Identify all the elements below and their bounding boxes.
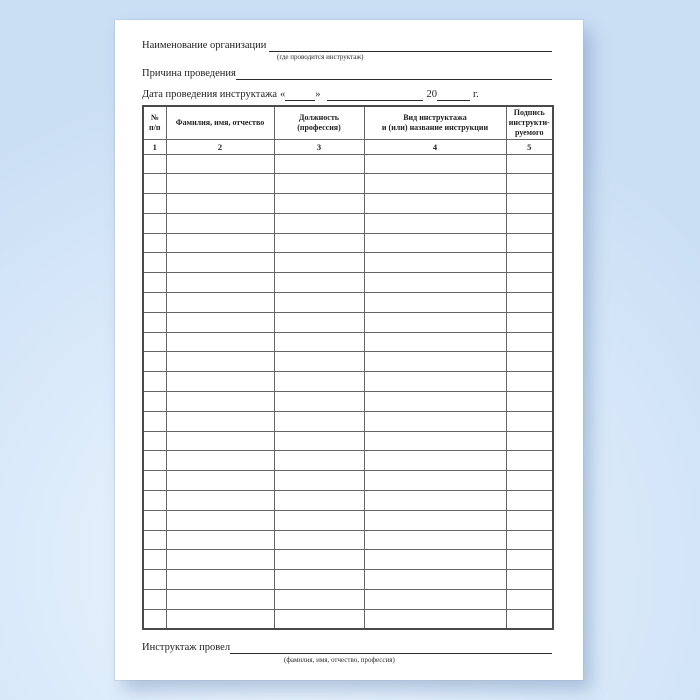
- header-col-instruction-type: [364, 106, 506, 139]
- column-number-cell: 3: [274, 139, 364, 154]
- header-col-number: [143, 106, 166, 139]
- table-cell: [166, 431, 274, 451]
- table-cell: [274, 332, 364, 352]
- table-cell: [274, 352, 364, 372]
- table-cell: [166, 411, 274, 431]
- table-cell: [143, 550, 166, 570]
- table-cell: [364, 510, 506, 530]
- table-cell: [364, 411, 506, 431]
- table-cell: [166, 530, 274, 550]
- table-cell: [506, 293, 553, 313]
- table-cell: [143, 332, 166, 352]
- date-month-blank: [327, 98, 423, 101]
- table-row: [143, 154, 553, 174]
- table-row: [143, 411, 553, 431]
- conducted-label: Инструктаж провел: [142, 642, 231, 654]
- table-cell: [274, 194, 364, 214]
- table-cell: [143, 491, 166, 511]
- table-cell: [364, 213, 506, 233]
- table-cell: [506, 530, 553, 550]
- table-cell: [364, 332, 506, 352]
- reason-label: Причина проведения: [142, 68, 236, 79]
- table-cell: [166, 451, 274, 471]
- header-line: и (или) название инструкции: [381, 122, 489, 132]
- header-col-position: [274, 106, 364, 139]
- column-number-cell: 1: [143, 139, 166, 154]
- table-cell: [274, 174, 364, 194]
- header-line: Вид инструктажа: [403, 113, 467, 123]
- table-row: [143, 372, 553, 392]
- table-cell: [274, 372, 364, 392]
- table-cell: [143, 372, 166, 392]
- table-cell: [506, 411, 553, 431]
- table-row: [143, 194, 553, 214]
- table-cell: [364, 570, 506, 590]
- table-row: [143, 392, 553, 412]
- table-cell: [506, 312, 553, 332]
- table-cell: [143, 213, 166, 233]
- table-cell: [143, 471, 166, 491]
- table-cell: [364, 530, 506, 550]
- table-cell: [143, 411, 166, 431]
- table-cell: [364, 154, 506, 174]
- date-close-quote: »: [315, 89, 321, 100]
- header-line: (профессия): [297, 122, 341, 132]
- table-cell: [364, 174, 506, 194]
- table-cell: [506, 213, 553, 233]
- table-cell: [274, 451, 364, 471]
- table-cell: [143, 570, 166, 590]
- table-cell: [166, 174, 274, 194]
- table-cell: [364, 194, 506, 214]
- table-body: [143, 154, 553, 629]
- reason-blank-line: [236, 77, 552, 80]
- table-cell: [143, 530, 166, 550]
- table-row: [143, 352, 553, 372]
- table-cell: [274, 609, 364, 629]
- table-row: [143, 174, 553, 194]
- header-line: п/п: [149, 122, 161, 132]
- table-cell: [506, 194, 553, 214]
- table-cell: [274, 213, 364, 233]
- table-cell: [143, 431, 166, 451]
- table-cell: [143, 273, 166, 293]
- header-col-fullname: [166, 106, 274, 139]
- date-day-blank: [285, 98, 315, 101]
- table-cell: [364, 491, 506, 511]
- table-row: [143, 332, 553, 352]
- table-row: [143, 253, 553, 273]
- table-cell: [364, 590, 506, 610]
- table-cell: [506, 550, 553, 570]
- table-cell: [274, 530, 364, 550]
- table-cell: [506, 431, 553, 451]
- table-cell: [166, 570, 274, 590]
- table-row: [143, 570, 553, 590]
- table-cell: [274, 392, 364, 412]
- table-cell: [166, 550, 274, 570]
- table-row: [143, 273, 553, 293]
- table-cell: [143, 451, 166, 471]
- conducted-hint: (фамилия, имя, отчество, профессия): [284, 656, 395, 665]
- header-line: Должность: [298, 113, 339, 123]
- table-header-row: [143, 106, 553, 139]
- date-year-blank: [437, 98, 470, 101]
- date-row: [142, 89, 552, 101]
- table-cell: [143, 352, 166, 372]
- table-cell: [274, 431, 364, 451]
- table-cell: [143, 194, 166, 214]
- table-cell: [506, 154, 553, 174]
- table-cell: [364, 609, 506, 629]
- column-numbers-row: [143, 139, 553, 154]
- table-cell: [166, 372, 274, 392]
- table-cell: [166, 273, 274, 293]
- table-row: [143, 471, 553, 491]
- table-cell: [364, 273, 506, 293]
- table-cell: [166, 392, 274, 412]
- table-cell: [274, 550, 364, 570]
- table-cell: [166, 194, 274, 214]
- table-cell: [166, 332, 274, 352]
- table-cell: [364, 372, 506, 392]
- table-cell: [274, 491, 364, 511]
- reason-row: [142, 67, 552, 80]
- table-row: [143, 590, 553, 610]
- table-cell: [143, 590, 166, 610]
- table-cell: [143, 154, 166, 174]
- table-cell: [506, 332, 553, 352]
- header-col-signature: [506, 106, 553, 139]
- table-row: [143, 491, 553, 511]
- header-line: Подпись: [513, 108, 545, 118]
- table-cell: [364, 451, 506, 471]
- table-cell: [274, 233, 364, 253]
- table-cell: [143, 392, 166, 412]
- table-cell: [166, 253, 274, 273]
- org-hint: (где проводится инструктаж): [277, 53, 364, 61]
- header-line: руемого: [515, 127, 544, 137]
- table-cell: [506, 451, 553, 471]
- table-cell: [143, 174, 166, 194]
- table-cell: [364, 233, 506, 253]
- table-cell: [166, 293, 274, 313]
- table-cell: [364, 253, 506, 273]
- table-cell: [166, 213, 274, 233]
- table-cell: [364, 471, 506, 491]
- table-row: [143, 530, 553, 550]
- table-cell: [506, 590, 553, 610]
- column-number-cell: 2: [166, 139, 274, 154]
- table-cell: [364, 550, 506, 570]
- date-label: Дата проведения инструктажа: [142, 89, 278, 100]
- table-cell: [274, 471, 364, 491]
- table-cell: [274, 253, 364, 273]
- table-cell: [506, 372, 553, 392]
- table-row: [143, 233, 553, 253]
- table-cell: [166, 590, 274, 610]
- table-cell: [506, 233, 553, 253]
- table-cell: [506, 510, 553, 530]
- date-open-quote: «: [280, 89, 286, 100]
- column-number-cell: 4: [364, 139, 506, 154]
- table-cell: [364, 293, 506, 313]
- table-cell: [166, 609, 274, 629]
- table-row: [143, 431, 553, 451]
- table-cell: [143, 510, 166, 530]
- table-cell: [506, 392, 553, 412]
- table-cell: [506, 471, 553, 491]
- table-cell: [143, 312, 166, 332]
- table-cell: [364, 312, 506, 332]
- table-cell: [274, 570, 364, 590]
- table-cell: [274, 312, 364, 332]
- table-row: [143, 510, 553, 530]
- table-cell: [166, 471, 274, 491]
- table-cell: [364, 392, 506, 412]
- table-row: [143, 213, 553, 233]
- table-cell: [274, 154, 364, 174]
- table-cell: [166, 352, 274, 372]
- table-cell: [274, 293, 364, 313]
- header-line: №: [150, 113, 159, 123]
- table-cell: [143, 233, 166, 253]
- conducted-blank-line: [230, 651, 552, 654]
- org-row: [142, 39, 552, 52]
- header-line: Фамилия, имя, отчество: [175, 117, 265, 127]
- date-year-suffix: г.: [473, 89, 479, 100]
- table-cell: [274, 510, 364, 530]
- table-row: [143, 312, 553, 332]
- table-cell: [364, 352, 506, 372]
- instruction-log-table: [142, 105, 554, 630]
- table-row: [143, 609, 553, 629]
- table-cell: [506, 253, 553, 273]
- table-cell: [274, 273, 364, 293]
- conducted-row: [142, 642, 552, 654]
- table-cell: [166, 154, 274, 174]
- table-cell: [166, 233, 274, 253]
- table-cell: [506, 491, 553, 511]
- table-cell: [143, 293, 166, 313]
- table-cell: [364, 431, 506, 451]
- table-cell: [143, 609, 166, 629]
- table-cell: [143, 253, 166, 273]
- header-line: инструкти-: [508, 117, 550, 127]
- table-cell: [506, 570, 553, 590]
- table-cell: [506, 352, 553, 372]
- table-cell: [166, 510, 274, 530]
- table-cell: [274, 411, 364, 431]
- org-label: Наименование организации: [142, 40, 267, 51]
- table-row: [143, 550, 553, 570]
- date-year-prefix: 20: [426, 89, 438, 100]
- table-cell: [506, 174, 553, 194]
- table-row: [143, 293, 553, 313]
- table-cell: [274, 590, 364, 610]
- column-number-cell: 5: [506, 139, 553, 154]
- form-page: [115, 20, 583, 680]
- table-row: [143, 451, 553, 471]
- table-cell: [506, 273, 553, 293]
- table-cell: [506, 609, 553, 629]
- table-cell: [166, 312, 274, 332]
- table-cell: [166, 491, 274, 511]
